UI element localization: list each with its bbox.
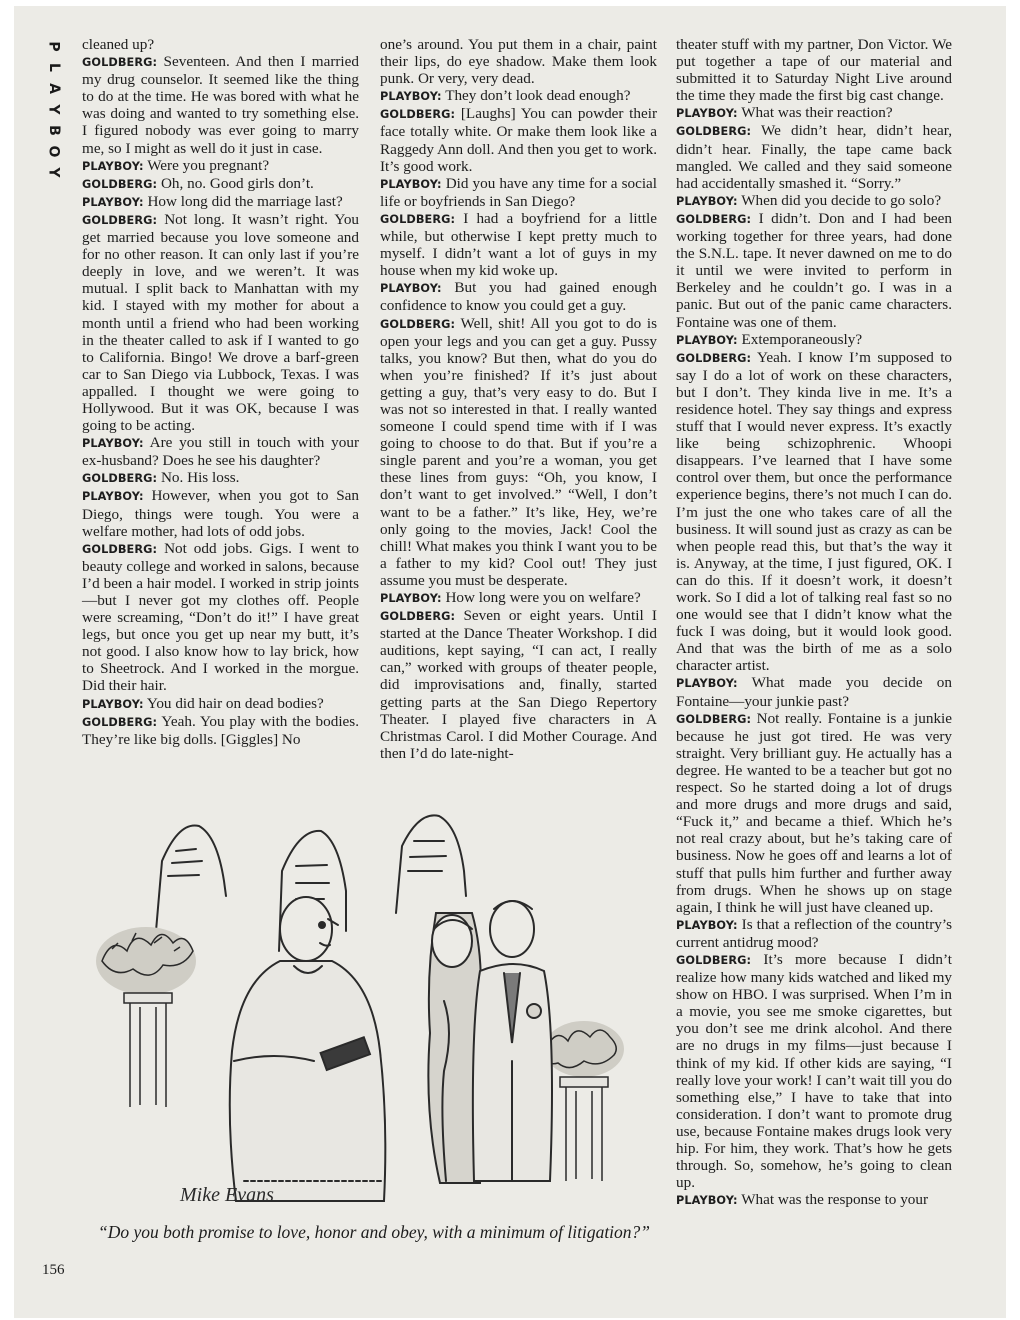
paragraph-text: Did you have any time for a social life or boyfriends in San Diego?	[380, 174, 658, 210]
groom-figure	[473, 901, 552, 1181]
paragraph-text: Not odd jobs. Gigs. I went to beauty college and worked in salons, because I’d been a hair model. I worked in strip joints—but I never got my clothes off. People were screaming, “Don’t do it!” I have great legs, but once you get up near my butt, it’s not good. I also know how to lay brick, how to Sheetrock. And I worked in the morgue. Did their hair.	[82, 539, 360, 695]
interview-paragraph	[380, 210, 657, 279]
speaker-label: GOLDBERG:	[676, 712, 752, 726]
speaker-label: GOLDBERG:	[380, 610, 456, 624]
speaker-label: GOLDBERG:	[676, 212, 752, 226]
speaker-label: PLAYBOY:	[82, 490, 144, 504]
paragraph-text: Is that a reflection of the country’s current antidrug mood?	[676, 915, 952, 951]
paragraph-text: Extemporaneously?	[741, 330, 863, 348]
interview-paragraph	[676, 916, 952, 951]
paragraph-text: Seventeen. And then I married my drug counselor. It seemed like the thing to do at the time. He was bored with what he was doing and wanted to try something else. I figured nobody was ever going to marry me, so I might as well do it just in case.	[82, 53, 359, 157]
speaker-label: GOLDBERG:	[380, 108, 456, 122]
paragraph-text: theater stuff with my partner, Don Victor. We put together a tape of our material and submitted it to Saturday Night Live around the time they made the first big cast change.	[676, 36, 952, 105]
wedding-cartoon	[84, 801, 664, 1221]
interview-paragraph	[676, 331, 952, 349]
interview-paragraph	[82, 211, 359, 434]
speaker-label: GOLDBERG:	[380, 212, 456, 226]
speaker-label: PLAYBOY:	[82, 697, 144, 711]
running-head-letter: Y	[45, 167, 62, 178]
paragraph-text: You did hair on dead bodies?	[146, 694, 324, 712]
interview-paragraph	[380, 607, 657, 762]
speaker-label: PLAYBOY:	[676, 107, 738, 121]
interview-paragraph	[676, 951, 952, 1191]
interview-paragraph	[380, 87, 657, 105]
paragraph-text: Seven or eight years. Until I started at the Dance Theater Workshop. I did auditions, kept saying, “I can act, I really can,” worked with groups of theater people, did improvisations and, finally, started getting parts at the San Diego Repertory Theater. I played five characters in A Christmas Carol. I did Mother Courage. And then I’d do late-night-	[380, 607, 657, 762]
interview-paragraph	[82, 434, 359, 469]
speaker-label: PLAYBOY:	[82, 195, 144, 209]
interview-paragraph	[676, 710, 952, 916]
interview-paragraph	[380, 279, 657, 314]
interview-paragraph	[676, 104, 952, 122]
paragraph-text: Not long. It wasn’t right. You get married because you love someone and for no other reason. It can only last if you’re deeply in love, and we weren’t. It was mutual. I split back to Manhattan with my kid. I stayed with my mother for about a month until a friend who had been working in the theater called to ask if I wanted to go to California. Bingo! We drove a barf-green car to San Diego via Lubbock, Texas. I was appalled. I thought we were going to Hollywood. But it was OK, because I was going to be acting.	[82, 210, 360, 435]
paragraph-text: one’s around. You put them in a chair, paint their lips, do eye shadow. Make them look punk. Or very, very dead.	[380, 36, 657, 88]
speaker-label: PLAYBOY:	[380, 592, 442, 605]
running-head-letter: P	[45, 41, 62, 52]
paragraph-text: They don’t look dead enough?	[445, 87, 631, 105]
speaker-label: PLAYBOY:	[676, 333, 738, 347]
interview-paragraph	[82, 193, 359, 211]
paragraph-text: I didn’t. Don and I had been working together for three years, had done the S.N.L. tape. It never dawned on me to do it until we were invited to perform in Berkeley and he couldn’t go. I was in a panic. But out of the panic came characters. Fontaine was one of them.	[676, 209, 952, 331]
paragraph-text: We didn’t hear, didn’t hear, didn’t hear. Finally, the tape came back mangled. We called and they said someone had accidentally smashed it. “Sorry.”	[676, 122, 952, 192]
paragraph-text: Well, shit! All you got to do is open your legs and you can get a guy. Pussy talks, you know? But then, what do you do when you’re finished? If it’s just about getting a guy, that’s very easy to do. But I was not so interested in that. I really wanted someone I could spend time with if I was going to choose to do that. But if you’re a single parent and you’re a woman, you get these lines from guys: “Oh, you know, I don’t want to get involved.” “Well, I don’t want to be a father.” It’s like, Hey, we’re only going to the movies, Jack! Cool the chill! What makes you think I want you to be a father to my kid? Cool out! They just assume you must be desperate.	[380, 314, 658, 589]
paragraph-text: Yeah. You play with the bodies. They’re like big dolls. [Giggles] No	[82, 712, 359, 748]
speaker-label: GOLDBERG:	[82, 542, 158, 556]
cartoon-caption: “Do you both promise to love, honor and obey, with a minimum of litigation?”	[97, 1222, 651, 1242]
interview-paragraph	[676, 1191, 952, 1209]
speaker-label: PLAYBOY:	[82, 437, 144, 451]
speaker-label: PLAYBOY:	[380, 177, 442, 191]
speaker-label: GOLDBERG:	[82, 177, 158, 191]
speaker-label: PLAYBOY:	[676, 918, 738, 932]
interview-paragraph	[676, 674, 952, 709]
paragraph-text: It’s more because I didn’t realize how many kids watched and liked my show on HBO. I was surprised. When I’m in a movie, you see me smoke cigarettes, but you don’t see me drink alcohol. And there are no drugs in my films—just because I think of my kid. If other kids are saying, “I really love your work! I can’t wait till you do something else,” I have to take that into consideration. I don’t want to promote drug use, because Fontaine makes drugs look very hip. For him, they work. That’s how he gets through. So, somehow, he’s going to clean up.	[676, 950, 952, 1192]
playboy-running-head	[42, 36, 64, 183]
speaker-label: GOLDBERG:	[82, 213, 158, 227]
speaker-label: GOLDBERG:	[676, 351, 752, 365]
interview-paragraph-continued	[676, 36, 952, 104]
running-head-letter: A	[45, 83, 62, 94]
interview-paragraph	[380, 105, 657, 174]
interview-paragraph	[82, 175, 359, 193]
speaker-label: PLAYBOY:	[380, 282, 442, 296]
speaker-label: GOLDBERG:	[380, 317, 456, 331]
flower-arrangement-right	[544, 1021, 624, 1181]
interview-paragraph	[380, 175, 657, 210]
interview-paragraph-continued	[82, 36, 359, 53]
interview-paragraph	[676, 192, 952, 210]
paragraph-text: No. His loss.	[160, 469, 240, 487]
speaker-label: PLAYBOY:	[82, 159, 144, 173]
interview-paragraph	[380, 315, 657, 590]
page-number: 156	[42, 1262, 65, 1278]
paragraph-text: Are you still in touch with your ex-husband? Does he see his daughter?	[82, 434, 360, 470]
paragraph-text: What was their reaction?	[741, 104, 893, 122]
interview-paragraph	[82, 713, 359, 748]
speaker-label: GOLDBERG:	[82, 715, 158, 729]
interview-paragraph	[82, 157, 359, 175]
paragraph-text: Not really. Fontaine is a junkie because he just got tired. He was very straight. Very brilliant guy. He actually has a degree. He wanted to be a teacher but got no respect. So he started doing a lot of drugs and more drugs and more drugs and said, “Fuck it,” and became a thief. Which he’s not real crazy about, but he’s taking care of business. Now he goes off and learns a lot of stuff that pulls him further and further away from drugs. When he shows up on stage again, I think he will just have cleaned up.	[676, 709, 952, 916]
interview-column-3	[676, 36, 952, 1209]
magazine-page	[14, 6, 1006, 1318]
paragraph-text: I had a boyfriend for a little while, but otherwise I kept pretty much to myself. I didn’t want a lot of guys in my house when my kid woke up.	[380, 209, 657, 280]
paragraph-text: However, when you got to San Diego, things were tough. You were a welfare mother, had lots of odd jobs.	[82, 487, 360, 540]
priest-figure	[230, 897, 386, 1201]
speaker-label: GOLDBERG:	[676, 953, 752, 967]
paragraph-text: Yeah. I know I’m supposed to say I do a lot of work on these characters, but I don’t. They kinda live in me. It’s a residence hotel. They say things and express stuff that I would never express. It’s exactly like being schizophrenic. Whoopi disappears. I’ve learned that I have some control over them, but once the performance experience begins, there’s not much I can do. I’m just the one who takes care of all the business. It will sound just as crazy as can be when people read this, but that’s the way it is. Anyway, at the time, I just figured, OK. I can do this. If it doesn’t work, it doesn’t work. So I did a lot of talking real fast so no one would see that I didn’t know what the fuck I was doing, but it would look good. And that was the birth of me as a solo character artist.	[676, 348, 953, 675]
running-head-letter: Y	[45, 104, 62, 115]
speaker-label: PLAYBOY:	[380, 90, 442, 104]
speaker-label: PLAYBOY:	[676, 194, 738, 208]
interview-paragraph	[676, 210, 952, 331]
paragraph-text: Oh, no. Good girls don’t.	[160, 174, 314, 192]
interview-paragraph	[380, 589, 657, 607]
speaker-label: PLAYBOY:	[676, 1194, 738, 1208]
flower-arrangement-left	[96, 927, 196, 1107]
paragraph-text: What was the response to your	[741, 1191, 929, 1209]
paragraph-text: But you had gained enough confidence to know you could get a guy.	[380, 279, 657, 315]
interview-paragraph	[82, 487, 359, 539]
church-window-left	[156, 825, 226, 931]
paragraph-text: cleaned up?	[82, 36, 155, 53]
speaker-label: GOLDBERG:	[676, 125, 752, 139]
speaker-label: GOLDBERG:	[82, 56, 158, 70]
speaker-label: PLAYBOY:	[676, 677, 738, 691]
interview-column-1	[82, 36, 359, 748]
paragraph-text: Were you pregnant?	[147, 156, 270, 174]
interview-paragraph	[82, 53, 359, 157]
paragraph-text: How long were you on welfare?	[445, 589, 641, 606]
paragraph-text: When did you decide to go solo?	[741, 191, 942, 209]
paragraph-text: How long did the marriage last?	[147, 192, 343, 210]
interview-paragraph-continued	[380, 36, 657, 87]
interview-column-2	[380, 36, 657, 762]
running-head-letter: B	[45, 125, 62, 136]
interview-paragraph	[82, 695, 359, 713]
interview-paragraph	[82, 540, 359, 695]
interview-paragraph	[676, 349, 952, 675]
interview-paragraph	[676, 122, 952, 191]
speaker-label: GOLDBERG:	[82, 472, 158, 486]
running-head-letter: L	[45, 63, 62, 72]
interview-paragraph	[82, 469, 359, 487]
paragraph-text: [Laughs] You can powder their face totally white. Or make them look like a Raggedy Ann doll. And then you get to work. It’s good work.	[380, 105, 657, 175]
paragraph-text: What made you decide on Fontaine—your junkie past?	[676, 674, 952, 710]
cartoonist-signature: Mike Evans	[180, 1184, 274, 1206]
running-head-letter: O	[45, 145, 62, 158]
church-window-right	[396, 815, 466, 913]
